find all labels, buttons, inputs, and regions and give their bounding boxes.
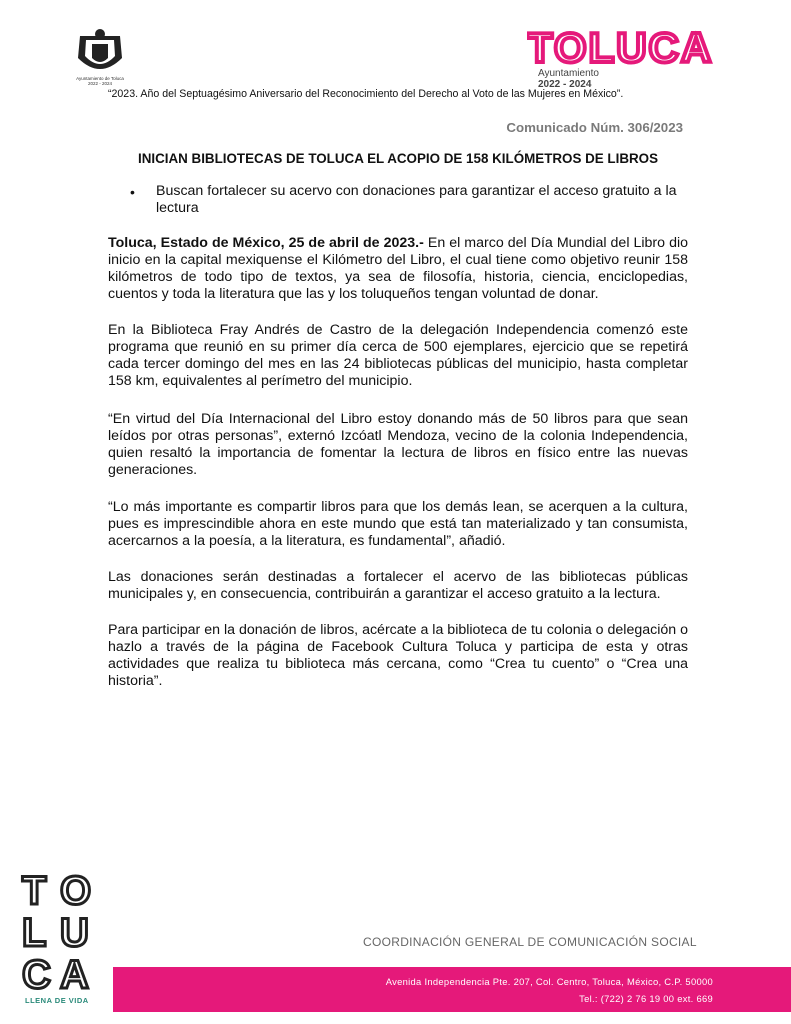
paragraph-6: Para participar en la donación de libros, acércate a la biblioteca de tu colonia o delegación o hazlo a través de la página de Facebook Cultura Toluca y participa de esta y otras actividades que realiza tu biblioteca más cercana, como “Crea tu cuento” o “Crea una historia”. [108, 622, 688, 689]
paragraph-1-text: En el marco del Día Mundial del Libro dio inicio en la capital mexiquense el Kilómetro del Libro, el cual tiene como objetivo reunir 158 kilómetros de todo tipo de textos, ya sea de filosofía, historia, ciencia, enciclopedias, cuentos y toda la literatura que las y los toluqueños tengan voluntad de donar. [108, 235, 689, 302]
toluca-footer-logo [20, 868, 100, 1004]
paragraph-1 [108, 235, 688, 303]
headline: INICIAN BIBLIOTECAS DE TOLUCA EL ACOPIO DE 158 KILÓMETROS DE LIBROS [137, 151, 659, 166]
bullet-marker: • [130, 184, 135, 200]
seal-caption-line1: Ayuntamiento de Toluca [76, 76, 124, 81]
footer-logo-letter: L [22, 911, 47, 955]
paragraph-3: “En virtud del Día Internacional del Libro estoy donando más de 50 libros para que sean leídos por otras personas”, externó Izcóatl Mendoza, vecino de la colonia Independencia, quien resaltó la importancia de fomentar la lectura de libros en físico entre las nuevas generaciones. [108, 411, 688, 478]
svg-text:TOLUCA: TOLUCA [527, 26, 714, 70]
paragraph-5: Las donaciones serán destinadas a fortalecer el acervo de las bibliotecas públicas municipales y, en consecuencia, contribuirán a garantizar el acceso gratuito a la lectura. [108, 569, 688, 602]
seal-caption [58, 76, 142, 86]
dateline: Toluca, Estado de México, 25 de abril de 2023.- [108, 235, 424, 251]
bullet-text: Buscan fortalecer su acervo con donaciones para garantizar el acceso gratuito a la lectura [156, 183, 677, 216]
footer-logo-letter: C [22, 953, 51, 994]
seal-caption-line2: 2022 - 2024 [87, 81, 113, 86]
release-number: Comunicado Núm. 306/2023 [506, 120, 683, 135]
coordination-name: COORDINACIÓN GENERAL DE COMUNICACIÓN SOCIAL [363, 935, 697, 949]
footer-logo-letter: T [22, 869, 47, 913]
footer-address: Avenida Independencia Pte. 207, Col. Centro, Toluca, México, C.P. 50000 [385, 976, 713, 987]
year-motto: “2023. Año del Septuagésimo Aniversario del Reconocimiento del Derecho al Voto de las Mujeres en México”. [108, 88, 624, 100]
footer-contact-bar [113, 967, 791, 1012]
paragraph-2: En la Biblioteca Fray Andrés de Castro de la delegación Independencia comenzó este programa que reunió en su primer día cerca de 500 ejemplares, ejercicio que se repetirá cada tercer domingo del mes en las 24 bibliotecas públicas del municipio, hasta completar 158 km, equivalentes al perímetro del municipio. [108, 322, 688, 389]
summary-bullet [130, 183, 685, 217]
footer-logo-letter: U [60, 911, 89, 955]
paragraph-4: “Lo más importante es compartir libros para que los demás lean, se acerquen a la cultura, pues es imprescindible ahora en este mundo que está tan materializado y tan consumista, acercarnos a la poesía, a la literatura, es fundamental”, añadió. [108, 499, 688, 549]
logo-subtitle: Ayuntamiento [538, 68, 599, 79]
footer-logo-letter: A [60, 953, 89, 994]
logo-period: 2022 - 2024 [538, 79, 592, 90]
slogan: LLENA DE VIDA [25, 996, 89, 1005]
toluca-wordmark [527, 26, 717, 70]
footer-logo-letter: O [60, 869, 92, 913]
footer-phone: Tel.: (722) 2 76 19 00 ext. 669 [579, 993, 713, 1004]
